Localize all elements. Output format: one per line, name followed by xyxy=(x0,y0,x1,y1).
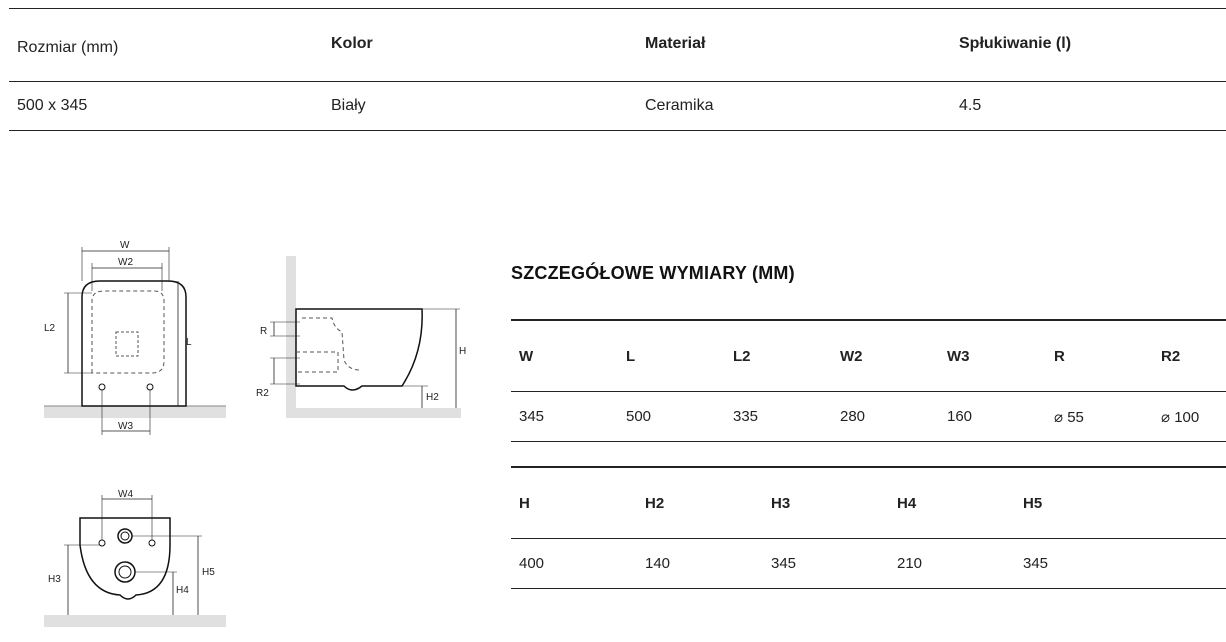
dimensions-table-2 xyxy=(511,466,1226,589)
spec-header-flush: Spłukiwanie (l) xyxy=(959,35,1072,52)
dim-value-h2: 140 xyxy=(645,555,671,572)
side-view-diagram xyxy=(252,252,467,422)
dim-header-h4: H4 xyxy=(897,494,917,512)
dim-value-w: 345 xyxy=(519,408,545,425)
spec-value-size: 500 x 345 xyxy=(17,97,88,114)
dimensions-table-1-header xyxy=(511,321,1226,392)
label-r: R xyxy=(260,326,268,337)
label-w4: W4 xyxy=(118,489,133,500)
dim-header-w2: W2 xyxy=(840,347,863,365)
dimensions-table-2-values xyxy=(511,539,1226,589)
label-h2: H2 xyxy=(426,392,439,403)
dim-header-h3: H3 xyxy=(771,494,791,512)
spec-header-row xyxy=(9,9,1226,82)
dim-value-h4: 210 xyxy=(897,555,923,572)
label-w3: W3 xyxy=(118,421,133,432)
dimensions-title: SZCZEGÓŁOWE WYMIARY (MM) xyxy=(511,263,795,283)
dim-header-l: L xyxy=(626,347,636,365)
spec-table xyxy=(9,8,1226,131)
label-h5: H5 xyxy=(202,567,215,578)
dim-header-l2: L2 xyxy=(733,347,751,365)
dim-value-h: 400 xyxy=(519,555,545,572)
dim-value-w3: 160 xyxy=(947,408,973,425)
spec-header-material: Materiał xyxy=(645,35,706,52)
dim-value-w2: 280 xyxy=(840,408,866,425)
dim-header-h2: H2 xyxy=(645,494,665,512)
label-h3: H3 xyxy=(48,574,61,585)
front-view-diagram xyxy=(40,235,230,440)
label-h: H xyxy=(459,346,467,357)
label-w: W xyxy=(120,240,130,251)
label-r2: R2 xyxy=(256,388,269,399)
dim-header-h5: H5 xyxy=(1023,494,1043,512)
spec-value-row xyxy=(9,82,1226,131)
label-w2: W2 xyxy=(118,257,133,268)
spec-value-flush: 4.5 xyxy=(959,97,982,114)
spec-header-color: Kolor xyxy=(331,35,373,52)
dim-value-l: 500 xyxy=(626,408,652,425)
dim-value-r2: ⌀ 100 xyxy=(1161,408,1200,426)
label-l: L xyxy=(186,337,192,348)
spec-value-color: Biały xyxy=(331,97,366,114)
dimensions-table-1 xyxy=(511,319,1226,442)
dim-header-w3: W3 xyxy=(947,347,970,365)
dimensions-table-1-values xyxy=(511,392,1226,442)
dim-value-r: ⌀ 55 xyxy=(1054,408,1084,426)
spec-header-size: Rozmiar (mm) xyxy=(17,39,119,56)
dim-value-l2: 335 xyxy=(733,408,759,425)
label-l2: L2 xyxy=(44,323,56,334)
dimensions-table-2-header xyxy=(511,468,1226,539)
dim-header-w: W xyxy=(519,347,534,365)
dim-header-h: H xyxy=(519,494,530,512)
dim-value-h3: 345 xyxy=(771,555,797,572)
spec-value-material: Ceramika xyxy=(645,97,714,114)
rear-view-diagram xyxy=(40,485,230,630)
dim-value-h5: 345 xyxy=(1023,555,1049,572)
dim-header-r: R xyxy=(1054,347,1065,365)
dim-header-r2: R2 xyxy=(1161,347,1181,365)
label-h4: H4 xyxy=(176,585,189,596)
